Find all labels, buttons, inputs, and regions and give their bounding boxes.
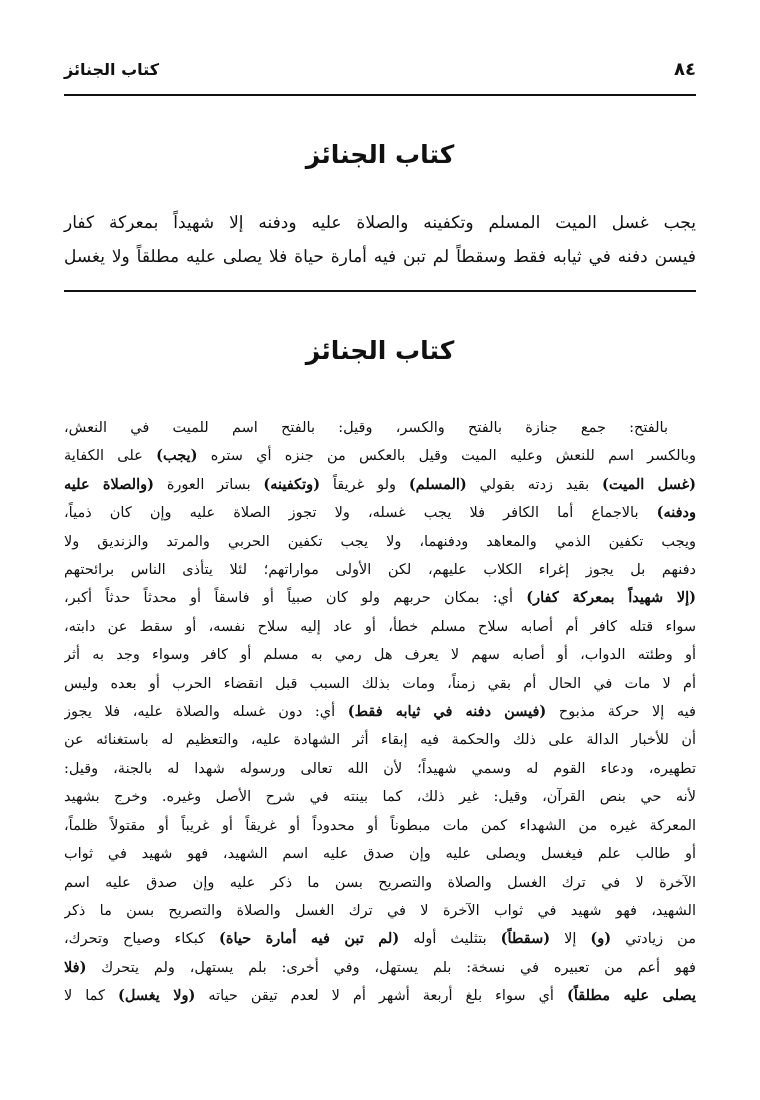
sharh-segment: سواء قتله كافر أم أصابه سلاح مسلم خطأ، أو عاد إليه سلاح نفسه، أو سقط عن دابته،	[64, 618, 696, 635]
sharh-matn-quote: (ولا يغسل)	[117, 987, 196, 1005]
sharh-matn-quote: يصلى عليه مطلقاً)	[566, 987, 696, 1005]
sharh-matn-quote: (إلا شهيداً بمعركة كفار)	[526, 589, 696, 607]
sharh-line	[64, 897, 696, 925]
sharh-line	[64, 641, 696, 669]
header-rule	[64, 94, 696, 96]
sharh-segment: بقيد زدته بقولي	[466, 476, 603, 493]
sharh-segment: أو وطئته الدواب، أو أصابه سهم لا يعرف هل رمي به مسلم أو كافر وسواء وجد به أثر	[64, 647, 696, 664]
sharh-matn-quote: (و)	[590, 930, 612, 948]
sharh-segment: إلا	[550, 931, 591, 948]
sharh-line	[64, 982, 696, 1010]
sharh-segment: دفنهم بل يجوز إغراء الكلاب عليهم، لكن الأولى مواراتهم؛ لئلا يتأذى الناس برائحتهم	[64, 562, 696, 579]
sharh-segment: أم لا مات في الحال أم بقي زمناً، ومات بذلك السبب قبل انقضاء الحرب أو بعده وليس	[64, 675, 696, 692]
sharh-text	[64, 414, 696, 1011]
sharh-line	[64, 613, 696, 641]
sharh-segment: بالفتح: جمع جنازة بالفتح والكسر، وقيل: بالفتح اسم للميت في النعش،	[64, 420, 668, 436]
sharh-segment: أي: دون غسله والصلاة عليه، فلا يجوز	[64, 704, 348, 721]
sharh-matn-quote: (يجب)	[156, 447, 198, 465]
sharh-segment: من زيادتي	[611, 931, 696, 948]
sharh-matn-quote: (سقطاً)	[500, 930, 551, 948]
sharh-line	[64, 670, 696, 698]
sharh-segment: فيه إلا حركة مذبوح	[546, 704, 696, 721]
sharh-line	[64, 726, 696, 754]
sharh-line	[64, 556, 696, 584]
sharh-segment: الآخرة لا في ترك الغسل والصلاة والتصريح بسن ما ذكر عليه وإن صدق عليه اسم	[64, 874, 696, 891]
sharh-matn-quote: (فلا	[64, 958, 87, 976]
sharh-line	[64, 783, 696, 811]
sharh-line	[64, 954, 696, 982]
running-title: كتاب الجنائز	[64, 59, 160, 79]
sharh-segment: بالاجماع أما الكافر فلا يجب غسله، ولا تجوز الصلاة عليه وإن كان ذمياً،	[64, 505, 657, 522]
matn-line: يجب غسل الميت المسلم وتكفينه والصلاة عليه ودفنه إلا شهيداً بمعركة كفار	[64, 213, 696, 233]
sharh-heading: كتاب الجنائز	[305, 336, 455, 365]
sharh-line	[64, 869, 696, 897]
sharh-matn-quote: (غسل الميت)	[602, 475, 696, 493]
sharh-segment: أن للأخبار الدالة على ذلك والحكمة فيه إبقاء أثر الشهادة عليه، والتعظيم له باستغنائه عن	[64, 732, 696, 749]
matn-divider	[64, 290, 696, 292]
sharh-segment: تطهيره، ودعاء القوم له وسمي شهيداً؛ لأن الله تعالى ورسوله شهدا له بالجنة، وقيل:	[64, 760, 696, 777]
sharh-segment: الشهيد، فهو شهيد في ثواب الآخرة لا في ترك الغسل والصلاة والتصريح بسن ما ذكر	[64, 902, 696, 919]
sharh-line	[64, 812, 696, 840]
sharh-line	[64, 528, 696, 556]
matn-text	[64, 206, 696, 274]
sharh-segment: ويجب تكفين الذمي والمعاهد ودفنهما، ولا يجب تكفين الحربي والمرتد والزنديق ولا	[64, 533, 696, 550]
sharh-line	[64, 925, 696, 953]
sharh-matn-quote: (وتكفينه)	[263, 475, 321, 493]
sharh-segment: أو طالب علم فيغسل ويصلى عليه وإن صدق عليه اسم الشهيد، فهو شهيد في ثواب	[64, 846, 696, 863]
sharh-segment: بتثليث أوله	[399, 931, 501, 948]
sharh-line	[64, 414, 696, 442]
matn-line: فيسن دفنه في ثيابه فقط وسقطاً لم تبن فيه أمارة حياة فلا يصلى عليه مطلقاً ولا يغسل	[64, 247, 696, 267]
sharh-matn-quote: (فيسن دفنه في ثيابه فقط)	[347, 703, 547, 721]
sharh-segment: المعركة غيره من الشهداء كمن مات مبطوناً أو محدوداً أو غريقاً أو غريباً أو مقتولاً ظلماً،	[64, 817, 696, 834]
sharh-matn-quote: (المسلم)	[408, 475, 467, 493]
sharh-line	[64, 584, 696, 612]
sharh-segment: بساتر العورة	[154, 476, 264, 493]
sharh-line	[64, 442, 696, 470]
sharh-line	[64, 499, 696, 527]
sharh-segment: كبكاء وصياح وتحرك،	[64, 931, 219, 948]
sharh-segment: على الكفاية	[64, 448, 157, 465]
sharh-line	[64, 840, 696, 868]
sharh-segment: أي: بمكان حربهم ولو كان صبياً أو فاسقاً أو محدثاً حدثاً أكبر،	[64, 590, 527, 607]
page-number: ٨٤	[674, 58, 696, 80]
sharh-segment: أي سواء بلغ أربعة أشهر أم لا لعدم تيقن حياته	[195, 988, 567, 1005]
sharh-segment: فهو أعم من تعبيره في نسخة: بلم يستهل، وفي أخرى: بلم يستهل، ولم يتحرك	[86, 959, 696, 976]
sharh-matn-quote: ودفنه)	[656, 504, 696, 522]
matn-heading: كتاب الجنائز	[305, 140, 455, 169]
running-header	[64, 52, 696, 86]
sharh-segment: كما لا	[64, 988, 118, 1005]
sharh-segment: وبالكسر اسم للنعش وعليه الميت وقيل بالعكس من جنزه أي ستره	[197, 448, 696, 465]
sharh-matn-quote: (لم تبن فيه أمارة حياة)	[219, 930, 400, 948]
sharh-segment: لأنه حي بنص القرآن، وقيل: غير ذلك، كما بينته في شرح الأصل وغيره. وخرج بشهيد	[64, 789, 696, 806]
sharh-line	[64, 755, 696, 783]
sharh-matn-quote: (والصلاة عليه	[64, 475, 154, 493]
sharh-segment: ولو غريقاً	[320, 476, 409, 493]
sharh-line	[64, 471, 696, 499]
sharh-line	[64, 698, 696, 726]
